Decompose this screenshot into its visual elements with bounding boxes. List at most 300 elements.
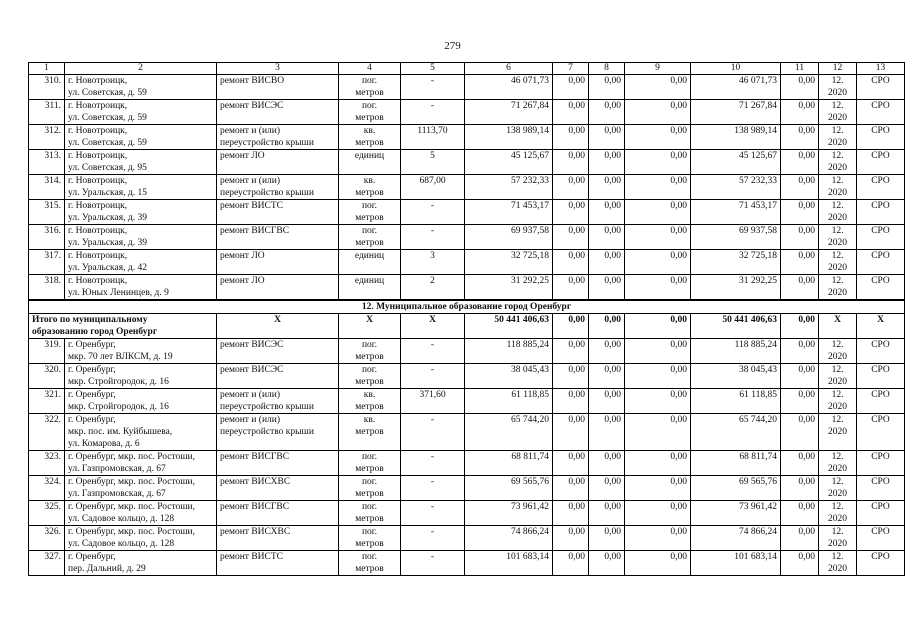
unit-cell <box>339 414 401 451</box>
cost-col10: 138 989,14 <box>691 125 781 150</box>
column-number: 5 <box>401 63 465 75</box>
cost-col7: 0,00 <box>553 501 589 526</box>
row-number: 326. <box>29 526 65 551</box>
cost-col11: 0,00 <box>781 75 819 100</box>
cost-col11: 0,00 <box>781 526 819 551</box>
cost-col10: 57 232,33 <box>691 175 781 200</box>
unit-cell-line: единиц <box>354 251 385 261</box>
address-cell <box>65 551 217 576</box>
cost-col11: 0,00 <box>781 250 819 275</box>
cost-col10: 38 045,43 <box>691 364 781 389</box>
cost-col10: 61 118,85 <box>691 389 781 414</box>
deadline-cell-line: 2020 <box>828 88 847 98</box>
total-cost-cell: 45 125,67 <box>465 150 553 175</box>
address-cell-line: г. Новотроицк, <box>68 251 128 261</box>
deadline-cell-line: 2020 <box>828 377 847 387</box>
column-number: 2 <box>65 63 217 75</box>
source-cell: СРО <box>857 225 905 250</box>
cost-col10: 69 565,76 <box>691 476 781 501</box>
deadline-cell <box>819 150 857 175</box>
cost-col11: 0,00 <box>781 551 819 576</box>
deadline-cell <box>819 250 857 275</box>
cost-col7: 0,00 <box>553 100 589 125</box>
address-cell <box>65 150 217 175</box>
cost-col8: 0,00 <box>589 414 625 451</box>
source-cell: СРО <box>857 551 905 576</box>
table-row <box>29 75 905 100</box>
deadline-cell-line: 12. <box>831 176 844 186</box>
cost-col7: 0,00 <box>553 150 589 175</box>
unit-cell-line: пог. <box>361 527 378 537</box>
cost-col9: 0,00 <box>625 100 691 125</box>
deadline-cell <box>819 275 857 301</box>
table-row <box>29 200 905 225</box>
unit-cell-line: пог. <box>361 340 378 350</box>
cost-col11: 0,00 <box>781 339 819 364</box>
row-number: 319. <box>29 339 65 364</box>
address-cell-line: г. Новотроицк, <box>68 276 128 286</box>
unit-cell-line: метров <box>355 402 384 412</box>
table-row <box>29 225 905 250</box>
total-cost-cell: 71 267,84 <box>465 100 553 125</box>
unit-cell <box>339 389 401 414</box>
cost-col11: 0,00 <box>781 275 819 301</box>
column-number: 11 <box>781 63 819 75</box>
total-col4: Х <box>339 314 401 339</box>
unit-cell-line: метров <box>355 238 384 248</box>
work-type-cell-line: ремонт и (или) <box>220 126 281 136</box>
quantity-cell: - <box>401 414 465 451</box>
page-number: 279 <box>444 40 461 52</box>
source-cell: СРО <box>857 175 905 200</box>
cost-col10: 74 866,24 <box>691 526 781 551</box>
total-cost-cell: 57 232,33 <box>465 175 553 200</box>
total-label <box>29 314 217 339</box>
address-cell <box>65 501 217 526</box>
address-cell-line: г. Новотроицк, <box>68 176 128 186</box>
address-cell-line: ул. Садовое кольцо, д. 128 <box>68 539 175 549</box>
table-row <box>29 150 905 175</box>
row-number: 315. <box>29 200 65 225</box>
total-col13: Х <box>857 314 905 339</box>
address-cell-line: пер. Дальний, д. 29 <box>68 564 146 574</box>
address-cell-line: мкр. 70 лет ВЛКСМ, д. 19 <box>68 352 173 362</box>
address-cell-line: г. Оренбург, мкр. пос. Ростоши, <box>68 502 195 512</box>
address-cell <box>65 389 217 414</box>
quantity-cell: - <box>401 364 465 389</box>
deadline-cell <box>819 451 857 476</box>
cost-col7: 0,00 <box>553 175 589 200</box>
unit-cell <box>339 275 401 301</box>
unit-cell-line: кв. <box>363 176 376 186</box>
deadline-cell-line: 12. <box>831 251 844 261</box>
total-cost-cell: 73 961,42 <box>465 501 553 526</box>
work-type-cell-line: ремонт ВИСВО <box>220 76 285 86</box>
row-number: 316. <box>29 225 65 250</box>
deadline-cell-line: 12. <box>831 502 844 512</box>
column-number: 3 <box>217 63 339 75</box>
cost-col8: 0,00 <box>589 125 625 150</box>
work-type-cell <box>217 451 339 476</box>
column-number: 9 <box>625 63 691 75</box>
cost-col7: 0,00 <box>553 125 589 150</box>
quantity-cell: - <box>401 200 465 225</box>
address-cell-line: г. Оренбург, <box>68 415 116 425</box>
cost-col7: 0,00 <box>553 200 589 225</box>
unit-cell <box>339 526 401 551</box>
deadline-cell-line: 12. <box>831 126 844 136</box>
total-col9: 0,00 <box>625 314 691 339</box>
register-table <box>28 62 905 576</box>
cost-col9: 0,00 <box>625 551 691 576</box>
total-label-line: Итого по муниципальному <box>32 315 148 325</box>
work-type-cell <box>217 414 339 451</box>
total-row <box>29 314 905 339</box>
address-cell-line: мкр. Стройгородок, д. 16 <box>68 377 169 387</box>
total-cost-cell: 31 292,25 <box>465 275 553 301</box>
work-type-cell-line: ремонт ВИСГВС <box>220 452 290 462</box>
unit-cell-line: метров <box>355 464 384 474</box>
total-cost-cell: 65 744,20 <box>465 414 553 451</box>
section-row <box>29 300 905 314</box>
address-cell <box>65 175 217 200</box>
address-cell-line: ул. Газпромовская, д. 67 <box>68 489 166 499</box>
work-type-cell-line: ремонт ЛО <box>220 151 265 161</box>
work-type-cell <box>217 175 339 200</box>
total-label-line: образованию город Оренбург <box>32 327 158 337</box>
work-type-cell <box>217 75 339 100</box>
unit-cell-line: кв. <box>363 415 376 425</box>
unit-cell <box>339 451 401 476</box>
total-col12: Х <box>819 314 857 339</box>
source-cell: СРО <box>857 125 905 150</box>
source-cell: СРО <box>857 501 905 526</box>
deadline-cell-line: 2020 <box>828 489 847 499</box>
address-cell-line: г. Новотроицк, <box>68 201 128 211</box>
total-cost-cell: 101 683,14 <box>465 551 553 576</box>
unit-cell <box>339 339 401 364</box>
cost-col8: 0,00 <box>589 275 625 301</box>
column-number: 13 <box>857 63 905 75</box>
address-cell-line: г. Оренбург, <box>68 340 116 350</box>
address-cell-line: ул. Садовое кольцо, д. 128 <box>68 514 175 524</box>
deadline-cell <box>819 551 857 576</box>
deadline-cell-line: 12. <box>831 527 844 537</box>
table-row <box>29 175 905 200</box>
table-row <box>29 250 905 275</box>
unit-cell <box>339 75 401 100</box>
cost-col8: 0,00 <box>589 526 625 551</box>
deadline-cell-line: 2020 <box>828 113 847 123</box>
address-cell-line: г. Новотроицк, <box>68 151 128 161</box>
column-number: 12 <box>819 63 857 75</box>
deadline-cell-line: 12. <box>831 276 844 286</box>
cost-col9: 0,00 <box>625 175 691 200</box>
address-cell-line: г. Новотроицк, <box>68 126 128 136</box>
unit-cell-line: метров <box>355 377 384 387</box>
unit-cell <box>339 250 401 275</box>
total-col3: Х <box>217 314 339 339</box>
work-type-cell <box>217 551 339 576</box>
total-col10: 50 441 406,63 <box>691 314 781 339</box>
cost-col9: 0,00 <box>625 125 691 150</box>
unit-cell-line: метров <box>355 88 384 98</box>
total-col11: 0,00 <box>781 314 819 339</box>
source-cell: СРО <box>857 200 905 225</box>
table-row <box>29 476 905 501</box>
source-cell: СРО <box>857 75 905 100</box>
deadline-cell-line: 12. <box>831 477 844 487</box>
unit-cell-line: метров <box>355 138 384 148</box>
quantity-cell: - <box>401 476 465 501</box>
work-type-cell <box>217 501 339 526</box>
table-row <box>29 275 905 301</box>
cost-col8: 0,00 <box>589 175 625 200</box>
deadline-cell-line: 12. <box>831 415 844 425</box>
address-cell-line: г. Оренбург, мкр. пос. Ростоши, <box>68 477 195 487</box>
unit-cell-line: метров <box>355 213 384 223</box>
total-cost-cell: 38 045,43 <box>465 364 553 389</box>
work-type-cell <box>217 250 339 275</box>
work-type-cell-line: переустройство крыши <box>220 188 314 198</box>
cost-col8: 0,00 <box>589 100 625 125</box>
cost-col9: 0,00 <box>625 250 691 275</box>
deadline-cell-line: 2020 <box>828 163 847 173</box>
address-cell-line: г. Оренбург, мкр. пос. Ростоши, <box>68 527 195 537</box>
source-cell: СРО <box>857 250 905 275</box>
work-type-cell-line: ремонт ЛО <box>220 251 265 261</box>
unit-cell-line: метров <box>355 427 384 437</box>
cost-col7: 0,00 <box>553 389 589 414</box>
deadline-cell <box>819 501 857 526</box>
cost-col8: 0,00 <box>589 250 625 275</box>
cost-col11: 0,00 <box>781 389 819 414</box>
source-cell: СРО <box>857 414 905 451</box>
work-type-cell-line: ремонт и (или) <box>220 390 281 400</box>
deadline-cell <box>819 225 857 250</box>
deadline-cell-line: 12. <box>831 552 844 562</box>
row-number: 321. <box>29 389 65 414</box>
address-cell-line: мкр. Стройгородок, д. 16 <box>68 402 169 412</box>
unit-cell <box>339 225 401 250</box>
table-row <box>29 501 905 526</box>
row-number: 322. <box>29 414 65 451</box>
address-cell-line: г. Оренбург, мкр. пос. Ростоши, <box>68 452 195 462</box>
total-cost-cell: 68 811,74 <box>465 451 553 476</box>
address-cell-line: ул. Уральская, д. 15 <box>68 188 147 198</box>
deadline-cell-line: 12. <box>831 151 844 161</box>
row-number: 324. <box>29 476 65 501</box>
unit-cell-line: пог. <box>361 477 378 487</box>
column-number: 10 <box>691 63 781 75</box>
unit-cell-line: единиц <box>354 151 385 161</box>
deadline-cell-line: 12. <box>831 340 844 350</box>
work-type-cell <box>217 364 339 389</box>
deadline-cell <box>819 526 857 551</box>
address-cell <box>65 451 217 476</box>
address-cell <box>65 250 217 275</box>
cost-col8: 0,00 <box>589 339 625 364</box>
cost-col7: 0,00 <box>553 250 589 275</box>
source-cell: СРО <box>857 150 905 175</box>
unit-cell-line: кв. <box>363 390 376 400</box>
unit-cell-line: пог. <box>361 502 378 512</box>
address-cell-line: ул. Уральская, д. 39 <box>68 238 147 248</box>
unit-cell <box>339 476 401 501</box>
deadline-cell <box>819 339 857 364</box>
cost-col8: 0,00 <box>589 225 625 250</box>
table-row <box>29 526 905 551</box>
deadline-cell-line: 2020 <box>828 263 847 273</box>
unit-cell-line: метров <box>355 539 384 549</box>
deadline-cell <box>819 414 857 451</box>
address-cell-line: ул. Юных Ленинцев, д. 9 <box>68 288 169 298</box>
row-number: 311. <box>29 100 65 125</box>
cost-col8: 0,00 <box>589 551 625 576</box>
work-type-cell-line: ремонт и (или) <box>220 176 281 186</box>
source-cell: СРО <box>857 476 905 501</box>
address-cell <box>65 526 217 551</box>
unit-cell <box>339 501 401 526</box>
source-cell: СРО <box>857 100 905 125</box>
table-row <box>29 364 905 389</box>
cost-col9: 0,00 <box>625 275 691 301</box>
row-number: 323. <box>29 451 65 476</box>
section-title: 12. Муниципальное образование город Оренбург <box>29 300 905 314</box>
cost-col10: 46 071,73 <box>691 75 781 100</box>
cost-col7: 0,00 <box>553 75 589 100</box>
cost-col7: 0,00 <box>553 414 589 451</box>
work-type-cell <box>217 526 339 551</box>
quantity-cell: - <box>401 225 465 250</box>
unit-cell-line: метров <box>355 188 384 198</box>
cost-col10: 118 885,24 <box>691 339 781 364</box>
deadline-cell-line: 2020 <box>828 402 847 412</box>
table-row <box>29 389 905 414</box>
column-number: 8 <box>589 63 625 75</box>
cost-col10: 73 961,42 <box>691 501 781 526</box>
cost-col7: 0,00 <box>553 339 589 364</box>
unit-cell-line: метров <box>355 113 384 123</box>
total-cost-cell: 61 118,85 <box>465 389 553 414</box>
row-number: 320. <box>29 364 65 389</box>
address-cell <box>65 339 217 364</box>
deadline-cell-line: 2020 <box>828 288 847 298</box>
work-type-cell-line: ремонт ВИСЭС <box>220 340 284 350</box>
row-number: 317. <box>29 250 65 275</box>
source-cell: СРО <box>857 275 905 301</box>
work-type-cell <box>217 150 339 175</box>
cost-col9: 0,00 <box>625 414 691 451</box>
deadline-cell-line: 2020 <box>828 427 847 437</box>
work-type-cell-line: ремонт ВИСХВС <box>220 477 291 487</box>
deadline-cell-line: 2020 <box>828 564 847 574</box>
deadline-cell <box>819 175 857 200</box>
work-type-cell <box>217 100 339 125</box>
address-cell <box>65 200 217 225</box>
table-row <box>29 551 905 576</box>
total-col7: 0,00 <box>553 314 589 339</box>
cost-col8: 0,00 <box>589 75 625 100</box>
total-cost-cell: 69 565,76 <box>465 476 553 501</box>
cost-col7: 0,00 <box>553 451 589 476</box>
cost-col8: 0,00 <box>589 476 625 501</box>
cost-col7: 0,00 <box>553 476 589 501</box>
cost-col7: 0,00 <box>553 364 589 389</box>
address-cell-line: ул. Советская, д. 95 <box>68 163 147 173</box>
cost-col8: 0,00 <box>589 451 625 476</box>
cost-col9: 0,00 <box>625 200 691 225</box>
cost-col8: 0,00 <box>589 501 625 526</box>
cost-col11: 0,00 <box>781 100 819 125</box>
work-type-cell <box>217 200 339 225</box>
address-cell <box>65 100 217 125</box>
work-type-cell <box>217 275 339 301</box>
work-type-cell-line: ремонт ВИСХВС <box>220 527 291 537</box>
work-type-cell-line: ремонт ВИСТС <box>220 552 284 562</box>
deadline-cell-line: 2020 <box>828 464 847 474</box>
deadline-cell-line: 12. <box>831 76 844 86</box>
cost-col11: 0,00 <box>781 150 819 175</box>
work-type-cell <box>217 389 339 414</box>
cost-col9: 0,00 <box>625 339 691 364</box>
row-number: 327. <box>29 551 65 576</box>
cost-col9: 0,00 <box>625 364 691 389</box>
deadline-cell-line: 12. <box>831 101 844 111</box>
cost-col11: 0,00 <box>781 200 819 225</box>
work-type-cell-line: ремонт ВИСЭС <box>220 101 284 111</box>
deadline-cell-line: 2020 <box>828 352 847 362</box>
address-cell <box>65 476 217 501</box>
address-cell-line: г. Оренбург, <box>68 552 116 562</box>
table-row <box>29 125 905 150</box>
row-number: 310. <box>29 75 65 100</box>
cost-col9: 0,00 <box>625 75 691 100</box>
quantity-cell: - <box>401 339 465 364</box>
address-cell-line: ул. Комарова, д. 6 <box>68 439 140 449</box>
cost-col11: 0,00 <box>781 451 819 476</box>
source-cell: СРО <box>857 364 905 389</box>
table-row <box>29 100 905 125</box>
deadline-cell-line: 12. <box>831 390 844 400</box>
quantity-cell: 371,60 <box>401 389 465 414</box>
cost-col8: 0,00 <box>589 364 625 389</box>
unit-cell-line: пог. <box>361 201 378 211</box>
address-cell-line: г. Оренбург, <box>68 390 116 400</box>
quantity-cell: 5 <box>401 150 465 175</box>
total-sum: 50 441 406,63 <box>465 314 553 339</box>
quantity-cell: 2 <box>401 275 465 301</box>
quantity-cell: - <box>401 526 465 551</box>
column-number-row <box>29 63 905 75</box>
work-type-cell <box>217 125 339 150</box>
work-type-cell-line: ремонт ЛО <box>220 276 265 286</box>
cost-col11: 0,00 <box>781 125 819 150</box>
total-cost-cell: 46 071,73 <box>465 75 553 100</box>
address-cell <box>65 364 217 389</box>
quantity-cell: 3 <box>401 250 465 275</box>
source-cell: СРО <box>857 389 905 414</box>
unit-cell-line: пог. <box>361 226 378 236</box>
source-cell: СРО <box>857 339 905 364</box>
cost-col8: 0,00 <box>589 200 625 225</box>
deadline-cell <box>819 125 857 150</box>
cost-col11: 0,00 <box>781 501 819 526</box>
cost-col11: 0,00 <box>781 364 819 389</box>
work-type-cell-line: ремонт и (или) <box>220 415 281 425</box>
quantity-cell: - <box>401 501 465 526</box>
cost-col11: 0,00 <box>781 175 819 200</box>
